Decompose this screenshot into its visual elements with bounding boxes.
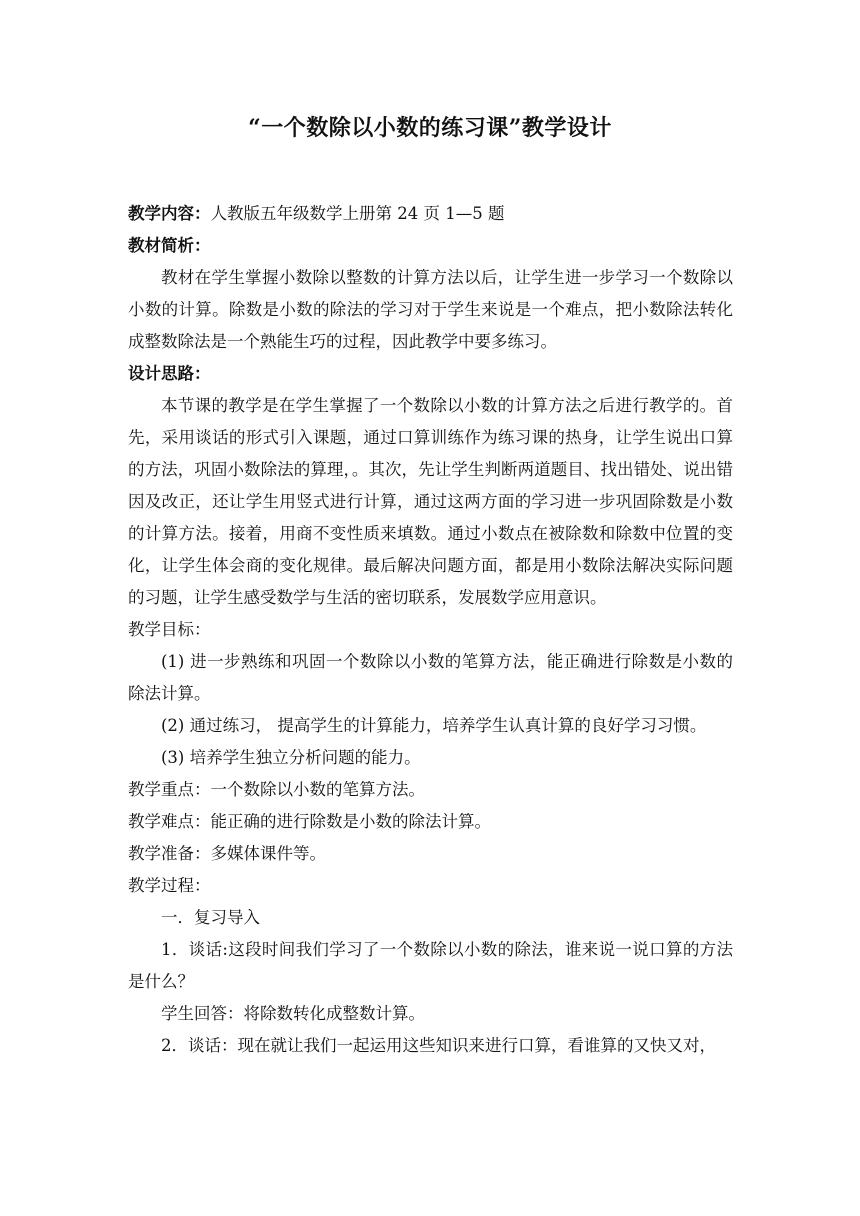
process-step-1: 1．谈话:这段时间我们学习了一个数除以小数的除法，谁来说一说口算的方法是什么？: [128, 940, 733, 991]
process-step-2: 2．谈话：现在就让我们一起运用这些知识来进行口算，看谁算的又快又对，: [161, 1036, 716, 1055]
difficulty: 教学难点：能正确的进行除数是小数的除法计算。: [128, 812, 491, 831]
goal-item-2: (2) 通过练习， 提高学生的计算能力，培养学生认真计算的良好学习习惯。: [161, 716, 707, 735]
goal-item-1: (1) 进一步熟练和巩固一个数除以小数的笔算方法，能正确进行除数是小数的除法计算。: [128, 652, 733, 703]
goal-item-3: (3) 培养学生独立分析问题的能力。: [161, 748, 421, 767]
document-body: [128, 198, 733, 1062]
page-title: “一个数除以小数的练习课”教学设计: [248, 115, 612, 141]
analysis-paragraph: 教材在学生掌握小数除以整数的计算方法以后，让学生进一步学习一个数除以小数的计算。除数是小数的除法的学习对于学生来说是一个难点，把小数除法转化成整数除法是一个熟能生巧的过程，因此教学中要多练习。: [128, 268, 733, 351]
teaching-content-label: 教学内容：: [128, 204, 211, 223]
teaching-content: [128, 198, 733, 230]
design-label: 设计思路：: [128, 364, 211, 383]
goals-label: 教学目标：: [128, 620, 211, 639]
design-paragraph: 本节课的教学是在学生掌握了一个数除以小数的计算方法之后进行教学的。首先，采用谈话的形式引入课题，通过口算训练作为练习课的热身，让学生说出口算的方法，巩固小数除法的算理，。其次，先让学生判断两道题目、找出错处、说出错因及改正，还让学生用竖式进行计算，通过这两方面的学习进一步巩固除数是小数的计算方法。接着，用商不变性质来填数。通过小数点在被除数和除数中位置的变化，让学生体会商的变化规律。最后解决问题方面，都是用小数除法解决实际问题的习题，让学生感受数学与生活的密切联系，发展数学应用意识。: [128, 396, 733, 607]
analysis-label: 教材简析：: [128, 236, 211, 255]
teaching-content-value: 人教版五年级数学上册第 24 页 1—5 题: [210, 204, 505, 223]
preparation: 教学准备：多媒体课件等。: [128, 844, 326, 863]
process-answer-1: 学生回答：将除数转化成整数计算。: [161, 1004, 425, 1023]
process-section-1: 一．复习导入: [161, 908, 260, 927]
process-label: 教学过程：: [128, 876, 211, 895]
key-point: 教学重点：一个数除以小数的笔算方法。: [128, 780, 425, 799]
